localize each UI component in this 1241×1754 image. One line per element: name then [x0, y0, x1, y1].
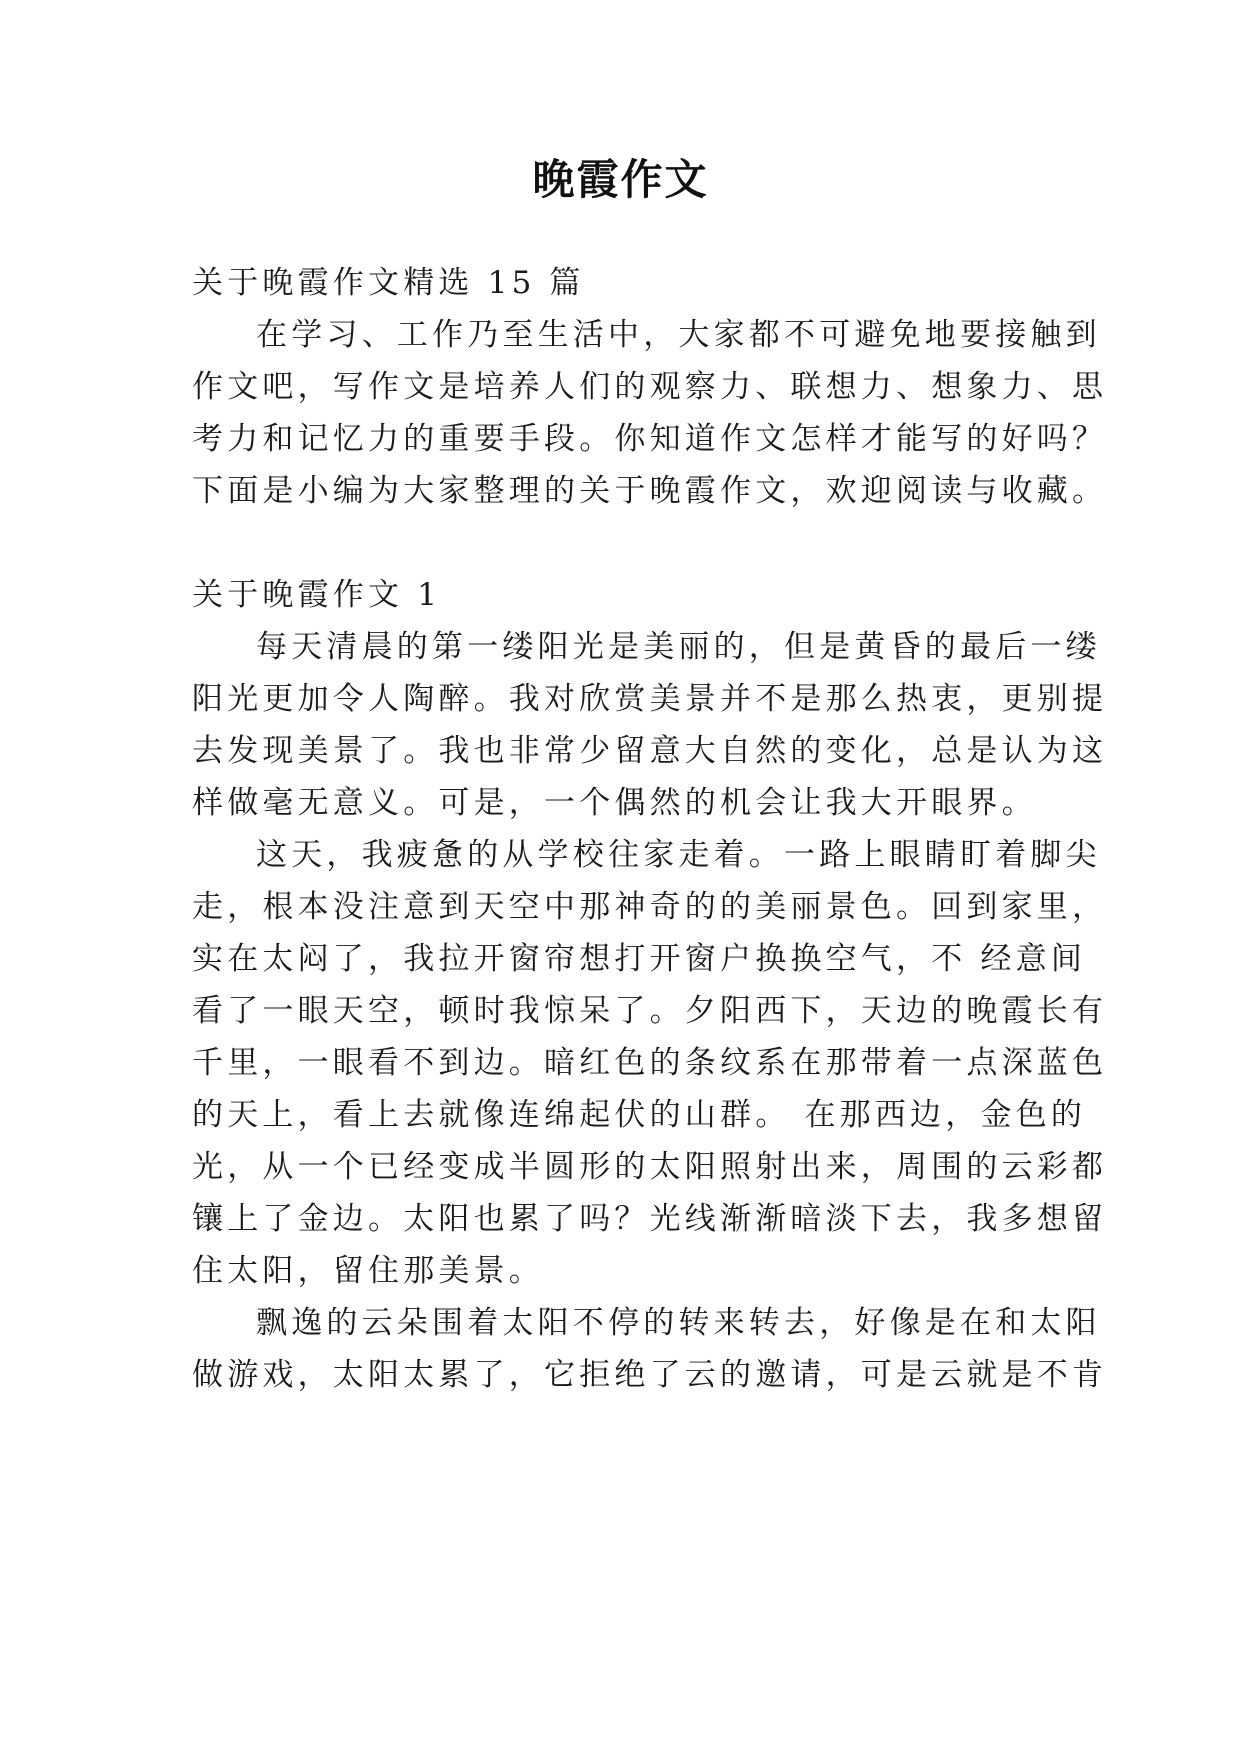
paragraph-line: 阳光更加令人陶醉。我对欣赏美景并不是那么热衷，更别提 [192, 681, 1108, 717]
paragraph-line: 下面是小编为大家整理的关于晚霞作文，欢迎阅读与收藏。 [192, 473, 1108, 509]
paragraph-line: 镶上了金边。太阳也累了吗？光线渐渐暗淡下去，我多想留 [192, 1201, 1108, 1237]
section-heading: 关于晚霞作文精选 15 篇 [192, 265, 585, 301]
paragraph-line: 实在太闷了，我拉开窗帘想打开窗户换换空气，不 经意间 [192, 941, 1087, 977]
paragraph-line: 千里，一眼看不到边。暗红色的条纹系在那带着一点深蓝色 [192, 1045, 1108, 1081]
paragraph-line: 飘逸的云朵围着太阳不停的转来转去，好像是在和太阳 [256, 1305, 1101, 1341]
document-title: 晚霞作文 [532, 155, 709, 204]
paragraph-line: 这天，我疲惫的从学校往家走着。一路上眼睛盯着脚尖 [256, 837, 1101, 873]
paragraph-line: 考力和记忆力的重要手段。你知道作文怎样才能写的好吗？ [192, 421, 1108, 457]
paragraph-line: 去发现美景了。我也非常少留意大自然的变化，总是认为这 [192, 733, 1108, 769]
paragraph-line: 做游戏，太阳太累了，它拒绝了云的邀请，可是云就是不肯 [192, 1357, 1108, 1393]
paragraph-line: 样做毫无意义。可是，一个偶然的机会让我大开眼界。 [192, 785, 1037, 821]
paragraph-line: 走，根本没注意到天空中那神奇的的美丽景色。回到家里， [192, 889, 1108, 925]
paragraph-line: 的天上，看上去就像连绵起伏的山群。 在那西边，金色的 [192, 1097, 1087, 1133]
paragraph-line: 每天清晨的第一缕阳光是美丽的，但是黄昏的最后一缕 [256, 629, 1101, 665]
paragraph-line: 光，从一个已经变成半圆形的太阳照射出来，周围的云彩都 [192, 1149, 1108, 1185]
paragraph-line: 住太阳，留住那美景。 [192, 1253, 544, 1289]
paragraph-line: 作文吧，写作文是培养人们的观察力、联想力、想象力、思 [192, 369, 1108, 405]
paragraph-line: 看了一眼天空，顿时我惊呆了。夕阳西下，天边的晚霞长有 [192, 993, 1108, 1029]
section-heading: 关于晚霞作文 1 [192, 577, 442, 613]
paragraph-line: 在学习、工作乃至生活中，大家都不可避免地要接触到 [256, 317, 1101, 353]
